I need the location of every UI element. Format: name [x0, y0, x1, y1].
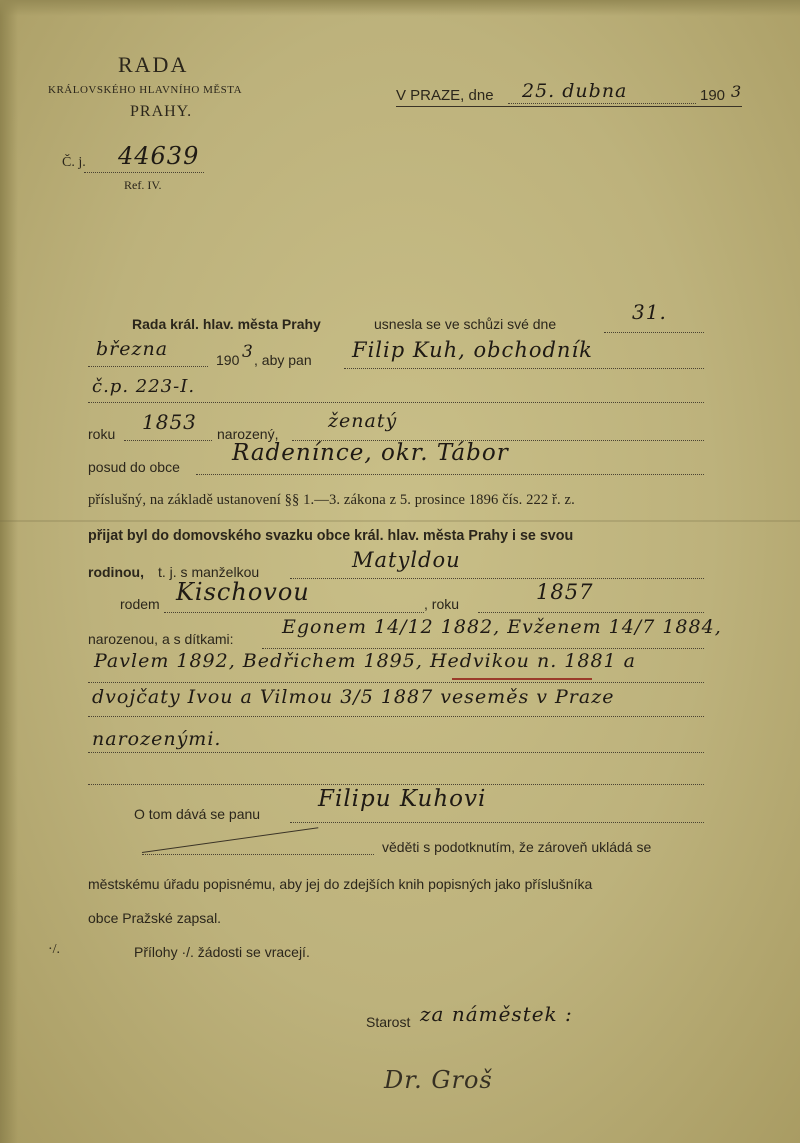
notice-dotline-2 — [142, 854, 374, 855]
ref-prefix: Č. j. — [62, 155, 86, 170]
blank-dotline — [88, 784, 704, 785]
person-name-role: Filip Kuh, obchodník — [352, 338, 593, 362]
home-commune: Radenínce, okr. Tábor — [232, 440, 509, 466]
meeting-month: března — [96, 338, 169, 360]
wife-year: 1857 — [536, 580, 594, 604]
notice-name: Filipu Kuhovi — [318, 786, 487, 812]
attachment-mark: ·/. — [48, 942, 61, 957]
children-dotline-3 — [88, 716, 704, 717]
ref-number: 44639 — [118, 142, 200, 170]
roku-label: roku — [88, 426, 116, 442]
letterhead-subtitle: KRÁLOVSKÉHO HLAVNÍHO MĚSTA — [48, 84, 243, 96]
signature-name: Dr. Groš — [384, 1066, 493, 1094]
paper-edge-top — [0, 0, 800, 16]
birth-year: 1853 — [142, 410, 197, 434]
wife-name: Matyldou — [352, 548, 461, 572]
birth-year-dotline — [124, 440, 212, 441]
children-dotline-4 — [88, 752, 704, 753]
children-label: narozenou, a s dítkami: — [88, 631, 234, 647]
narozeny-label: narozený, — [217, 426, 279, 442]
meeting-year-prefix: 190 — [216, 352, 240, 368]
posud-label: posud do obce — [88, 459, 180, 475]
office-text: městskému úřadu popisnému, aby jej do zdejších knih popisných jako příslušníka — [88, 876, 593, 892]
date-dotline — [508, 103, 696, 104]
intro-rest: usnesla se ve schůzi své dne — [374, 316, 557, 332]
children-line-4: narozenými. — [92, 728, 222, 750]
marital-status: ženatý — [328, 410, 398, 432]
aby-pan: , aby pan — [254, 352, 312, 368]
wife-label: t. j. s manželkou — [158, 564, 260, 580]
paper-fold — [0, 520, 800, 522]
person-dotline — [344, 368, 704, 369]
notice-label: O tom dává se panu — [134, 806, 261, 822]
meeting-day: 31. — [632, 300, 667, 324]
wife-year-dotline — [478, 612, 704, 613]
date-rule — [396, 106, 742, 107]
address-dotline — [88, 402, 704, 403]
date-year-prefix: 190 — [700, 87, 726, 104]
children-dotline-2 — [88, 682, 704, 683]
children-dotline-1 — [262, 648, 704, 649]
legal-text: příslušný, na základě ustanovení §§ 1.—3. zákona z 5. prosince 1896 čís. 222 ř. z. — [88, 492, 575, 508]
maiden-dotline — [164, 612, 424, 613]
notice-strike-line — [142, 827, 318, 853]
children-line-2: Pavlem 1892, Bedřichem 1895, Hedvikou n. 1881 a — [94, 650, 636, 672]
ref-dotline — [84, 172, 204, 173]
date-day-month: 25. dubna — [522, 80, 628, 102]
date-year-suffix: 3 — [731, 82, 743, 101]
ref-office: Ref. IV. — [124, 178, 162, 192]
date-place: V PRAZE, dne — [396, 87, 494, 104]
meeting-day-dotline — [604, 332, 704, 333]
address: č.p. 223-I. — [92, 376, 196, 397]
intro-bold: Rada král. hlav. města Prahy — [132, 316, 321, 332]
meeting-month-dotline — [88, 366, 208, 367]
roku2-label: , roku — [424, 596, 460, 612]
notice-name-dotline — [290, 822, 704, 823]
notice-rest: věděti s podotknutím, že zároveň ukládá se — [382, 839, 652, 855]
red-pencil-underline — [452, 678, 592, 680]
children-line-1: Egonem 14/12 1882, Evženem 14/7 1884, — [282, 616, 722, 638]
wife-name-dotline — [290, 578, 704, 579]
letterhead-title: RADA — [118, 52, 189, 77]
wife-maiden: Kischovou — [176, 578, 310, 606]
paper-edge-left — [0, 0, 18, 1143]
meeting-year-suffix: 3 — [242, 342, 254, 362]
letterhead-city: PRAHY. — [130, 103, 193, 120]
children-line-3: dvojčaty Ivou a Vilmou 3/5 1887 veseměs v Praze — [92, 686, 615, 708]
commune-dotline — [196, 474, 704, 475]
office-text-2: obce Pražské zapsal. — [88, 910, 222, 926]
signature-label: Starost — [366, 1014, 411, 1030]
rodinou-label: rodinou, — [88, 564, 144, 580]
attachment-text: Přílohy ·/. žádosti se vracejí. — [134, 944, 310, 960]
signature-title: za náměstek : — [420, 1002, 573, 1026]
accepted-text: přijat byl do domovského svazku obce král. hlav. města Prahy i se svou — [88, 528, 574, 544]
rodem-label: rodem — [120, 596, 160, 612]
